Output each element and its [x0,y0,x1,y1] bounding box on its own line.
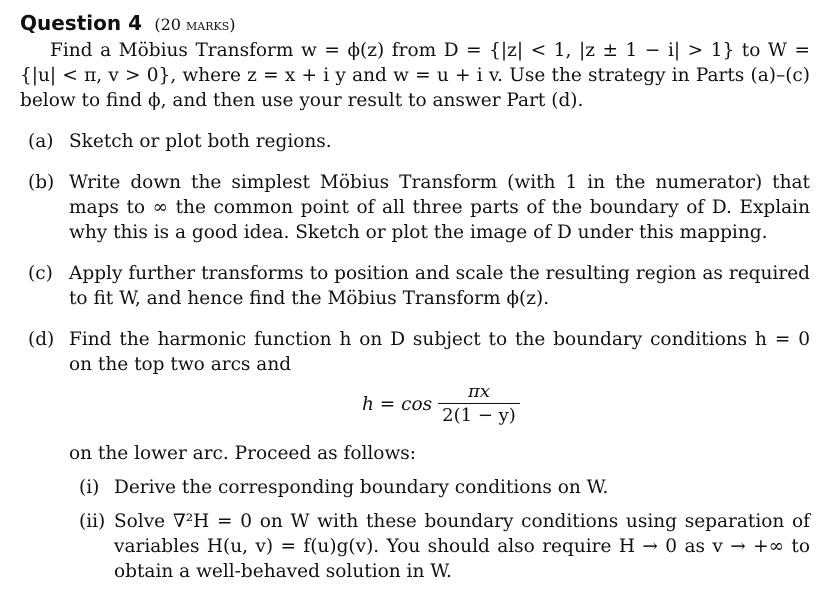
formula-expression [362,381,520,428]
formula-denominator: 2(1 − y) [438,403,520,428]
part-a [20,129,810,154]
part-c [20,261,810,311]
part-c-label: (c) [28,263,53,284]
question-intro: Find a Möbius Transform w = ϕ(z) from D = {|z| < 1, |z ± 1 − i| > 1} to W = {|u| < π, v > 0}, where z = x + i y and w = u + i v. Use the strategy in Parts (a)–(c) below to find ϕ, and then use your result to answer Part (d). [20,40,810,111]
parts-list [20,129,810,584]
part-d [20,327,810,584]
formula-fraction [438,381,520,428]
part-d-text: Find the harmonic function h on D subject to the boundary conditions h = 0 on the top two arcs and [69,329,810,375]
part-d-i-text: Derive the corresponding boundary conditions on W. [114,477,609,498]
part-c-text: Apply further transforms to position and scale the resulting region as required to fit W, and hence find the Möbius Transform ϕ(z). [69,263,810,309]
part-d-after: on the lower arc. Proceed as follows: [69,443,417,464]
question-heading [20,10,810,38]
part-a-label: (a) [28,131,54,152]
formula-lhs: h = cos [362,394,433,415]
part-d-ii [69,509,810,584]
part-d-ii-text: Solve ∇²H = 0 on W with these boundary conditions using separation of variables H(u, v) = f(u)g(v). You should also require H → 0 as v → +∞ to obtain a well-behaved solution in W. [114,511,810,582]
question-marks: (20 marks) [154,15,236,34]
question-title: Question 4 [20,11,142,35]
question-page [20,10,810,600]
part-d-ii-label: (ii) [79,511,106,532]
formula-numerator: πx [468,381,490,402]
part-b [20,170,810,245]
part-b-label: (b) [28,172,55,193]
part-d-label: (d) [28,329,55,350]
part-a-text: Sketch or plot both regions. [69,131,332,152]
part-d-i-label: (i) [79,477,100,498]
boundary-formula [69,381,810,435]
part-d-i [69,475,810,500]
part-b-text: Write down the simplest Möbius Transform (with 1 in the numerator) that maps to ∞ the common point of all three parts of the boundary of D. Explain why this is a good idea. Sketch or plot the image of D under this mapping. [69,172,810,243]
